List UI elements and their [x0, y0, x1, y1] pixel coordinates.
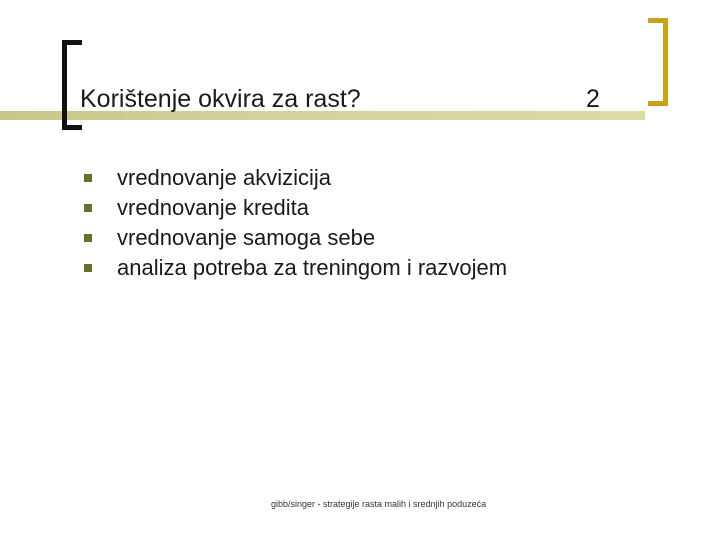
square-bullet-icon [84, 204, 92, 212]
slide-footer: gibb/singer - strategije rasta malih i srednjih poduzeća [271, 499, 487, 509]
right-bracket-decoration [648, 18, 668, 106]
bullet-text: vrednovanje kredita [117, 195, 310, 220]
bullet-text: vrednovanje samoga sebe [117, 225, 376, 250]
square-bullet-icon [84, 234, 92, 242]
bullet-text: analiza potreba za treningom i razvojem [117, 255, 508, 280]
square-bullet-icon [84, 174, 92, 182]
bullet-text: vrednovanje akvizicija [117, 165, 331, 190]
slide-title: Korištenje okvira za rast? [80, 85, 361, 113]
square-bullet-icon [84, 264, 92, 272]
page-number: 2 [586, 85, 600, 113]
